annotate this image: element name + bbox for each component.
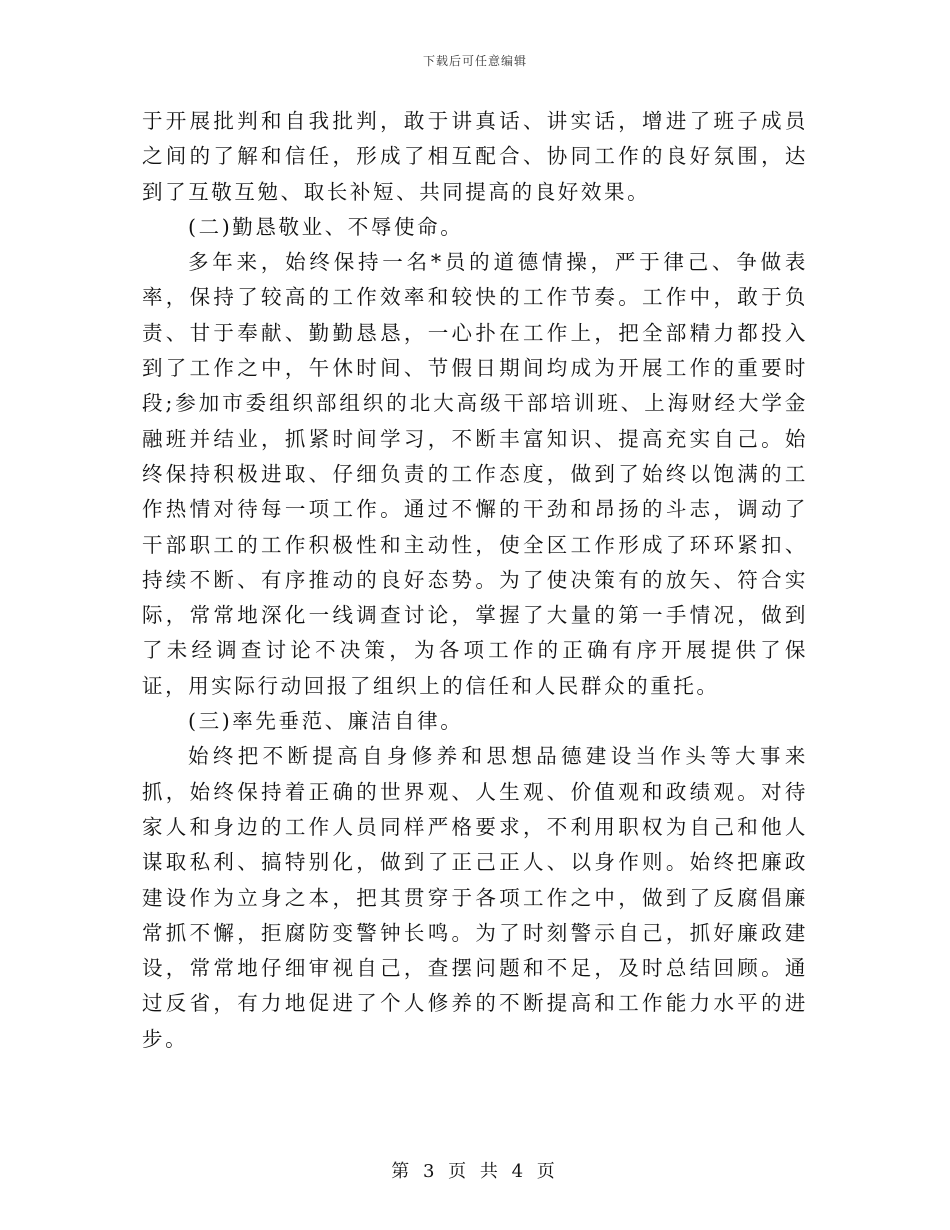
paragraph-diligence: 多年来，始终保持一名*员的道德情操，严于律己、争做表率，保持了较高的工作效率和较快的工作节奏。工作中，敢于负责、甘于奉献、勤勤恳恳，一心扑在工作上，把全部精力都投入到了工作之中，午休时间、节假日期间均成为开展工作的重要时段;参加市委组织部组织的北大高级干部培训班、上海财经大学金融班并结业，抓紧时间学习，不断丰富知识、提高充实自己。始终保持积极进取、仔细负责的工作态度，做到了始终以饱满的工作热情对待每一项工作。通过不懈的干劲和昂扬的斗志，调动了干部职工的工作积极性和主动性，使全区工作形成了环环紧扣、持续不断、有序推动的良好态势。为了使决策有的放矢、符合实际，常常地深化一线调查讨论，掌握了大量的第一手情况，做到了未经调查讨论不决策，为各项工作的正确有序开展提供了保证，用实际行动回报了组织上的信任和人民群众的重托。 — [142, 250, 808, 698]
paragraph-integrity: 始终把不断提高自身修养和思想品德建设当作头等大事来抓，始终保持着正确的世界观、人生观、价值观和政绩观。对待家人和身边的工作人员同样严格要求，不利用职权为自己和他人谋取私利、搞特别化，做到了正己正人、以身作则。始终把廉政建设作为立身之本，把其贯穿于各项工作之中，做到了反腐倡廉常抓不懈，拒腐防变警钟长鸣。为了时刻警示自己，抓好廉政建设，常常地仔细审视自己，查摆问题和不足，及时总结回顾。通过反省，有力地促进了个人修养的不断提高和工作能力水平的进步。 — [142, 744, 808, 1051]
page-number-footer: 第 3 页 共 4 页 — [391, 1161, 559, 1182]
section-heading-3: (三)率先垂范、廉洁自律。 — [188, 709, 464, 734]
document-body — [142, 104, 808, 1057]
section-heading-2: (二)勤恳敬业、不辱使命。 — [188, 214, 464, 239]
paragraph-continuation: 于开展批判和自我批判，敢于讲真话、讲实话，增进了班子成员之间的了解和信任，形成了相互配合、协同工作的良好氛围，达到了互敬互勉、取长补短、共同提高的良好效果。 — [142, 109, 808, 204]
page-header: 下载后可任意编辑 — [422, 54, 527, 68]
